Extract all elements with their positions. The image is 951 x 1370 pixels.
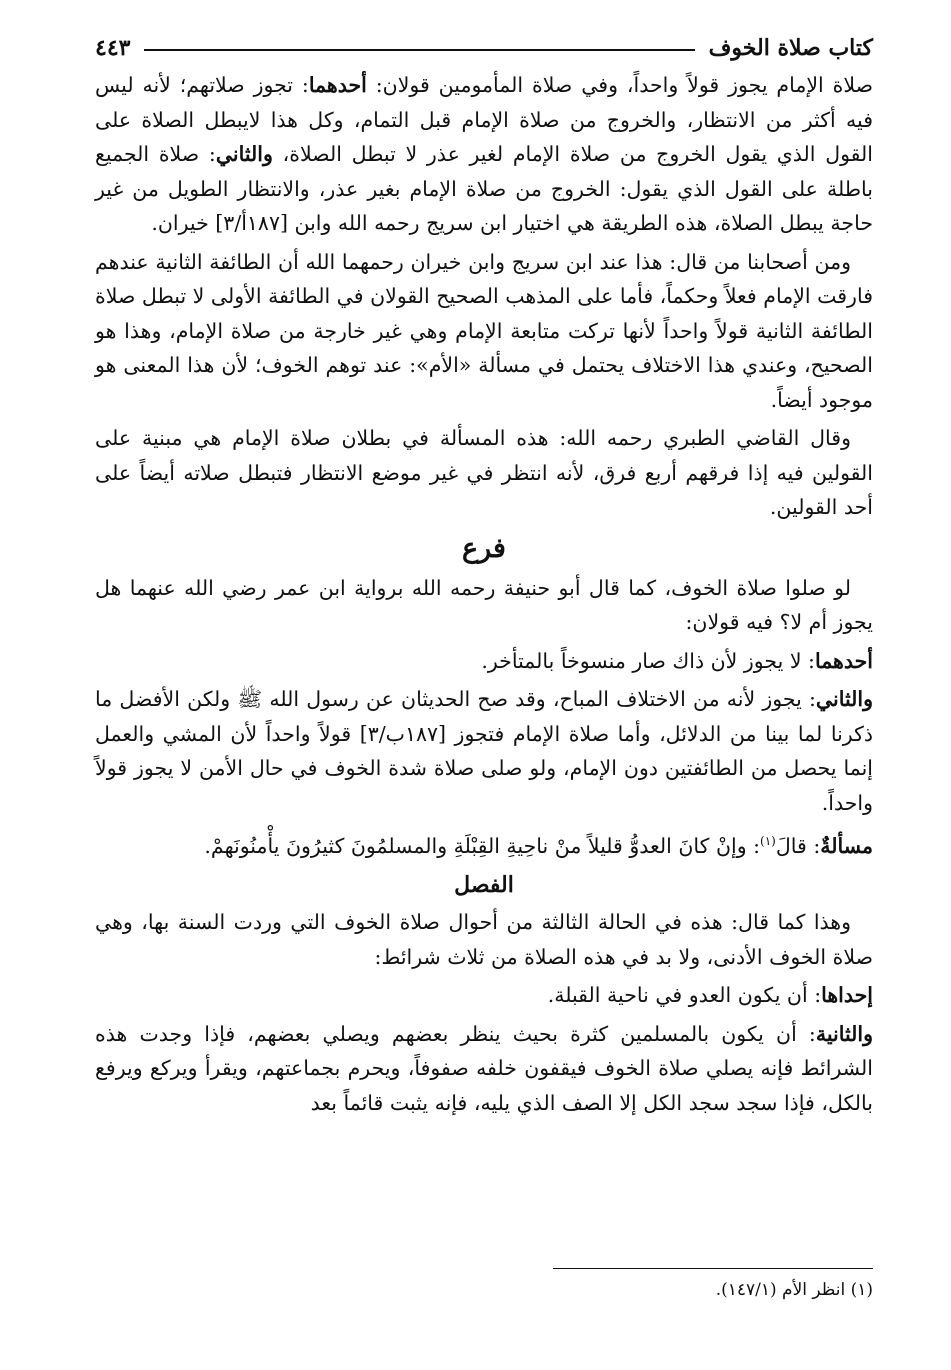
heading-far: فرع xyxy=(462,532,506,564)
text-run: ومن أصحابنا من قال: هذا عند ابن سريج وابن خيران رحمهما الله أن الطائفة الثانية عندهم فارقت الإمام فعلاً وحكماً، فأما على المذهب الصحيح القولان في الطائفة الأولى لا تبطل صلاة الطائفة الثانية قولاً واحداً لأنها تركت متابعة الإمام وهي غير خارجة من صلاة الإمام، وهذا هو الصحيح، وعندي هذا الاختلاف يحتمل في مسألة «الأم»: عند توهم الخوف؛ لأن هذا المعنى هو موجود أيضاً. xyxy=(95,249,873,412)
paragraph xyxy=(95,245,873,418)
bold-term: والثاني xyxy=(815,687,873,711)
text-run: : قالَ xyxy=(775,833,821,858)
text-run: : أن يكون العدو في ناحية القبلة. xyxy=(547,983,822,1008)
paragraph xyxy=(95,824,873,863)
paragraph xyxy=(95,682,873,820)
page-body xyxy=(95,68,873,1120)
bold-term: والثانية xyxy=(815,1021,873,1046)
footnote: (١) انظر الأم (١٤٧/١). xyxy=(715,1280,873,1300)
paragraph xyxy=(95,421,873,525)
text-run: صلاة الإمام يجوز قولاً واحداً، وفي صلاة المأمومين قولان: xyxy=(366,73,873,97)
paragraph xyxy=(95,644,873,679)
bold-term: أحدهما xyxy=(814,648,873,673)
text-run: : لا يجوز لأن ذاك صار منسوخاً بالمتأخر. xyxy=(481,648,815,673)
book-page xyxy=(95,28,873,1348)
paragraph xyxy=(95,905,873,974)
heading-fasl: الفصل xyxy=(454,872,514,899)
text-run: : تجوز صلاتهم؛ لأنه ليس فيه أكثر من الانتظار، والخروج من صلاة الإمام قبل التمام، وكل هذا لايبطل الصلاة على القول الذي يقول الخروج من صلاة الإمام لغير عذر لا تبطل الصلاة، xyxy=(95,73,873,166)
text-run: وهذا كما قال: هذه في الحالة الثالثة من أحوال صلاة الخوف التي وردت السنة بها، وهي صلاة الخوف الأدنى، ولا بد في هذه الصلاة من ثلاث شرائط: xyxy=(95,910,873,969)
page-header xyxy=(95,28,873,68)
footnote-ref: (١) xyxy=(760,834,776,848)
paragraph xyxy=(95,68,873,241)
header-rule xyxy=(144,49,694,51)
paragraph xyxy=(95,1017,873,1121)
section-3 xyxy=(95,905,873,1120)
section-2 xyxy=(95,571,873,864)
text-run: : صلاة الجميع باطلة على القول الذي يقول: الخروج من صلاة الإمام بغير عذر، والانتظار الطويل من غير حاجة يبطل الصلاة، هذه الطريقة هي اختيار ابن سريج رحمه الله وابن [١٨٧أ/٣] خيران. xyxy=(95,142,873,235)
footnote-rule xyxy=(553,1268,873,1269)
bold-term: أحدهما xyxy=(308,73,367,97)
paragraph xyxy=(95,978,873,1013)
bold-term: والثاني xyxy=(215,142,273,166)
page-number: ٤٤٣ xyxy=(95,35,131,61)
text-run: وقال القاضي الطبري رحمه الله: هذه المسألة في بطلان صلاة الإمام هي مبنية على القولين فيه إذا فرقهم أربع فرق، لأنه انتظر في غير موضع الانتظار فتبطل صلاته أيضاً على أحد القولين. xyxy=(95,426,873,519)
text-run: : يجوز لأنه من الاختلاف المباح، وقد صح الحديثان عن رسول الله ﷺ ولكن الأفضل ما ذكرنا لما بينا من الدلائل، وأما صلاة الإمام فتجوز [١٨٧ب/٣] قولاً واحداً لأن المشي والعمل إنما يحصل من الطائفتين دون الإمام، ولو صلى صلاة شدة الخوف في حال الأمن لا يجوز قولاً واحداً. xyxy=(95,687,874,815)
section-1 xyxy=(95,68,873,525)
bold-term: إحداها xyxy=(821,983,873,1008)
chapter-title: كتاب صلاة الخوف xyxy=(708,35,873,61)
text-run: : أن يكون بالمسلمين كثرة بحيث ينظر بعضهم ويصلي بعضهم، فإذا وجدت هذه الشرائط فإنه يصلي صلاة الخوف فيقفون خلفه صفوفاً، ويحرم بجماعتهم، ويقرأ ويركع ويرفع بالكل، فإذا سجد سجد الكل إلا الصف الذي يليه، فإنه يثبت قائماً بعد xyxy=(95,1021,873,1115)
bold-term: مسألةٌ xyxy=(820,833,873,858)
paragraph xyxy=(95,571,873,640)
text-run: لو صلوا صلاة الخوف، كما قال أبو حنيفة رحمه الله برواية ابن عمر رضي الله عنهما هل يجوز أم لا؟ فيه قولان: xyxy=(95,575,873,634)
text-run: : وإنْ كانَ العدوُّ قليلاً منْ ناحِيةِ القِبْلَةِ والمسلمُونَ كثيرُونَ يأْمنُونَهمْ. xyxy=(204,833,761,858)
